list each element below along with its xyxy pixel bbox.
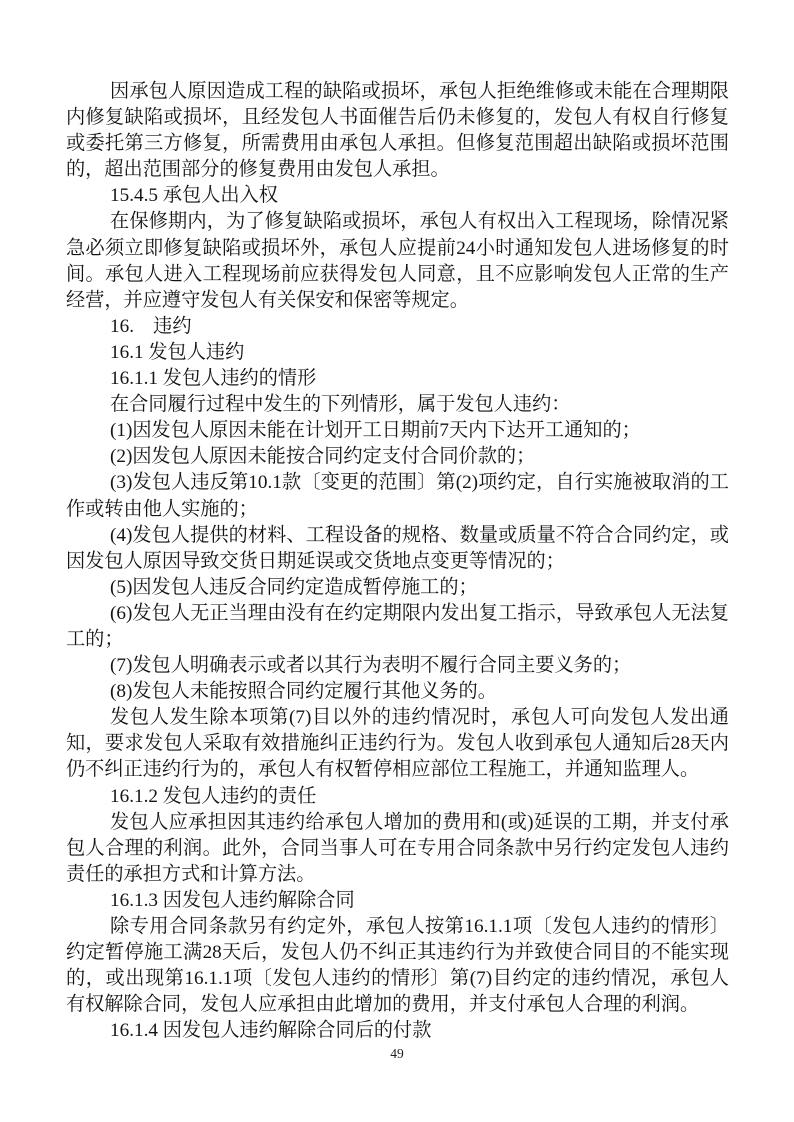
list-item-breach-4: (4)发包人提供的材料、工程设备的规格、数量或质量不符合合同约定，或因发包人原因导致交货日期延误或交货地点变更等情况的； <box>66 524 729 572</box>
heading-16-breach: 16. 违约 <box>110 315 192 337</box>
list-item-breach-6: (6)发包人无正当理由没有在约定期限内发出复工指示，导致承包人无法复工的； <box>66 602 729 650</box>
page-content <box>66 79 729 1044</box>
paragraph-warranty-access: 在保修期内，为了修复缺陷或损坏，承包人有权出入工程现场，除情况紧急必须立即修复缺陷或损坏外，承包人应提前24小时通知发包人进场修复的时间。承包人进入工程现场前应获得发包人同意，且不应影响发包人正常的生产经营，并应遵守发包人有关保安和保密等规定。 <box>66 211 729 311</box>
paragraph-breach-liability: 发包人应承担因其违约给承包人增加的费用和(或)延误的工期，并支付承包人合理的利润。此外，合同当事人可在专用合同条款中另行约定发包人违约责任的承担方式和计算方法。 <box>66 811 729 885</box>
list-item-breach-7: (7)发包人明确表示或者以其行为表明不履行合同主要义务的； <box>110 655 632 677</box>
paragraph-breach-notice-remedy: 发包人发生除本项第(7)目以外的违约情况时，承包人可向发包人发出通知，要求发包人采取有效措施纠正违约行为。发包人收到承包人通知后28天内仍不纠正违约行为的，承包人有权暂停相应部位工程施工，并通知监理人。 <box>66 707 729 781</box>
list-item-breach-8: (8)发包人未能按照合同约定履行其他义务的。 <box>110 681 497 703</box>
heading-16-1-1-employer-breach-situations: 16.1.1 发包人违约的情形 <box>110 368 317 390</box>
heading-15-4-5-contractor-access-right: 15.4.5 承包人出入权 <box>110 185 278 207</box>
list-item-breach-3: (3)发包人违反第10.1款〔变更的范围〕第(2)项约定，自行实施被取消的工作或转由他人实施的； <box>66 472 729 520</box>
list-item-breach-2: (2)因发包人原因未能按合同约定支付合同价款的； <box>110 446 536 468</box>
paragraph-breach-situations-intro: 在合同履行过程中发生的下列情形，属于发包人违约： <box>110 394 571 416</box>
heading-16-1-4-payment-after-termination: 16.1.4 因发包人违约解除合同后的付款 <box>110 1020 432 1042</box>
heading-16-1-2-employer-breach-liability: 16.1.2 发包人违约的责任 <box>110 785 317 807</box>
heading-16-1-employer-breach: 16.1 发包人违约 <box>110 341 245 363</box>
paragraph-defect-repair-cost: 因承包人原因造成工程的缺陷或损坏，承包人拒绝维修或未能在合理期限内修复缺陷或损坏，且经发包人书面催告后仍未修复的，发包人有权自行修复或委托第三方修复，所需费用由承包人承担。但修复范围超出缺陷或损坏范围的，超出范围部分的修复费用由发包人承担。 <box>66 81 729 181</box>
heading-16-1-3-termination-for-employer-breach: 16.1.3 因发包人违约解除合同 <box>110 889 355 911</box>
list-item-breach-1: (1)因发包人原因未能在计划开工日期前7天内下达开工通知的； <box>110 420 641 442</box>
list-item-breach-5: (5)因发包人违反合同约定造成暂停施工的； <box>110 576 478 598</box>
page-number: 49 <box>390 1046 404 1061</box>
paragraph-termination-conditions: 除专用合同条款另有约定外，承包人按第16.1.1项〔发包人违约的情形〕约定暂停施工满28天后，发包人仍不纠正其违约行为并致使合同目的不能实现的，或出现第16.1.1项〔发包人违约的情形〕第(7)目约定的违约情况，承包人有权解除合同，发包人应承担由此增加的费用，并支付承包人合理的利润。 <box>66 916 729 1016</box>
